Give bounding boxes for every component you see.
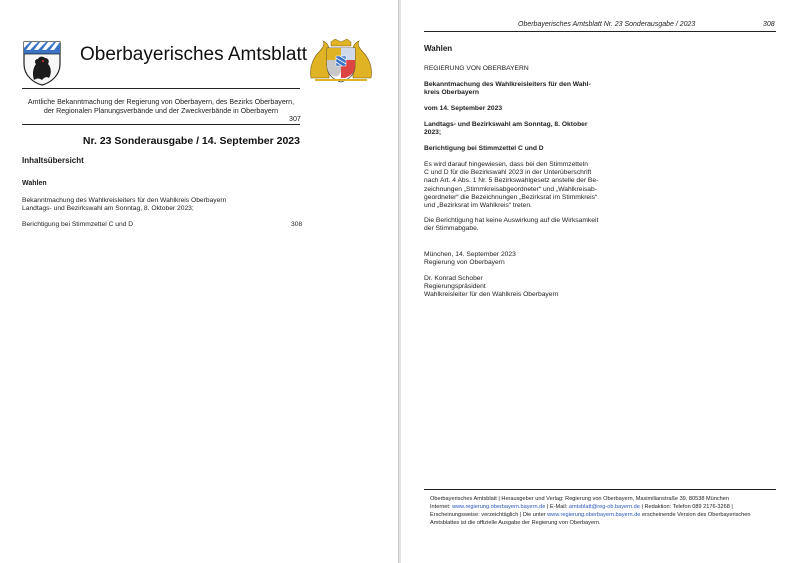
subtitle-rule bbox=[22, 124, 300, 125]
toc-entry[interactable] bbox=[22, 197, 226, 213]
footer-email-label: | E-Mail: bbox=[545, 504, 569, 511]
election-line: 2023; bbox=[424, 129, 442, 137]
footer-official-version: erscheinende Version des Oberbayerischen bbox=[640, 512, 751, 519]
footer-internet-label: Internet: bbox=[430, 504, 453, 511]
toc-entry-line: Landtags- und Bezirkswahl am Sonntag, 8. Oktober 2023; bbox=[22, 205, 194, 213]
masthead-subtitle bbox=[22, 98, 300, 116]
footer-rule bbox=[424, 489, 776, 490]
toc-entry-line: Berichtigung bei Stimmzettel C und D bbox=[22, 221, 134, 228]
footer-line-1: Oberbayerisches Amtsblatt | Herausgeber und Verlag: Regierung von Oberbayern, Maximilianstraße 39, 80538 München bbox=[430, 496, 730, 502]
toc-section-heading: Wahlen bbox=[22, 180, 47, 187]
left-page bbox=[0, 0, 398, 563]
note-line: der Stimmabgabe. bbox=[424, 225, 479, 233]
toc-entry-page: 308 bbox=[291, 221, 303, 228]
subtitle-line-2: der Regionalen Planungsverbände und der Zweckverbände in Oberbayern bbox=[43, 107, 279, 115]
announcement-date: vom 14. September 2023 bbox=[424, 105, 503, 112]
website-link-2[interactable]: www.regierung.oberbayern.bayern.de bbox=[547, 512, 641, 519]
signature-block bbox=[424, 275, 624, 300]
footer-redaktion: | Redaktion: Telefon 089 2176-3268 | bbox=[639, 504, 733, 511]
toc-heading: Inhaltsübersicht bbox=[22, 156, 84, 165]
correction-title: Berichtigung bei Stimmzettel C und D bbox=[424, 145, 544, 152]
body-line: und „Bezirksrat im Wahlkreis“ treten. bbox=[424, 202, 532, 210]
website-link[interactable]: www.regierung.oberbayern.bayern.de bbox=[452, 504, 546, 511]
footer-line-3 bbox=[430, 511, 770, 519]
running-header: Oberbayerisches Amtsblatt Nr. 23 Sonderausgabe / 2023 bbox=[518, 21, 696, 28]
body-line: nach Art. 4 Abs. 1 Nr. 5 Bezirkswahlgesetz anstelle der Be- bbox=[424, 177, 599, 185]
email-link[interactable]: amtsblatt@reg-ob.bayern.de bbox=[568, 504, 640, 511]
toc-entry[interactable] bbox=[22, 221, 133, 229]
note-paragraph bbox=[424, 217, 600, 233]
page-number-right: 308 bbox=[763, 21, 775, 28]
issue-heading: Nr. 23 Sonderausgabe / 14. September 2023 bbox=[82, 135, 300, 147]
election-title bbox=[424, 121, 600, 137]
subtitle-line-1: Amtliche Bekanntmachung der Regierung von Oberbayern, des Bezirks Oberbayern, bbox=[27, 98, 295, 106]
signatory-role: Wahlkreisleiter für den Wahlkreis Oberbayern bbox=[424, 291, 559, 299]
body-line: C und D für die Bezirkswahl 2023 in der Unterüberschrift bbox=[424, 169, 592, 177]
election-line: Landtags- und Bezirkswahl am Sonntag, 8. Oktober bbox=[424, 121, 588, 128]
place-org: Regierung von Oberbayern bbox=[424, 259, 505, 267]
footer-erscheinungsweise: Erscheinungsweise: verzeichtäglich | Die unter bbox=[430, 512, 548, 519]
masthead-rule bbox=[22, 88, 300, 89]
body-line: geordneter“ die Bezeichnungen „Bezirksrat im Stimmkreis“ bbox=[424, 193, 598, 201]
place-date: München, 14. September 2023 bbox=[424, 251, 516, 258]
body-line: Es wird darauf hingewiesen, dass bei den Stimmzetteln bbox=[424, 161, 588, 168]
bavaria-coat-of-arms-icon bbox=[307, 38, 375, 84]
footer-line-4: Amtsblattes ist die offizielle Ausgabe der Regierung von Oberbayern. bbox=[430, 520, 601, 527]
page-number-left: 307 bbox=[289, 115, 301, 123]
title-line: kreis Oberbayern bbox=[424, 89, 480, 97]
body-line: zeichnungen „Stimmkreisabgeordneter“ und „Wahlkreisab- bbox=[424, 185, 597, 193]
toc-entry-line: Bekanntmachung des Wahlkreisleiters für den Wahlkreis Oberbayern bbox=[22, 197, 227, 204]
body-paragraph bbox=[424, 161, 600, 210]
section-heading: Wahlen bbox=[424, 44, 453, 53]
masthead-title: Oberbayerisches Amtsblatt bbox=[80, 44, 308, 65]
signatory-title: Regierungspräsident bbox=[424, 283, 486, 291]
running-header-rule bbox=[424, 31, 776, 32]
footer bbox=[430, 495, 770, 527]
footer-line-2 bbox=[430, 503, 770, 511]
title-line: Bekanntmachung des Wahlkreisleiters für den Wahl- bbox=[424, 81, 591, 88]
signatory-name: Dr. Konrad Schober bbox=[424, 275, 483, 282]
announcement-title bbox=[424, 81, 600, 97]
note-line: Die Berichtigung hat keine Auswirkung auf die Wirksamkeit bbox=[424, 217, 599, 224]
oberbayern-coat-of-arms-icon bbox=[22, 40, 62, 86]
authority-name: REGIERUNG VON OBERBAYERN bbox=[424, 65, 529, 72]
place-date-block bbox=[424, 251, 600, 267]
